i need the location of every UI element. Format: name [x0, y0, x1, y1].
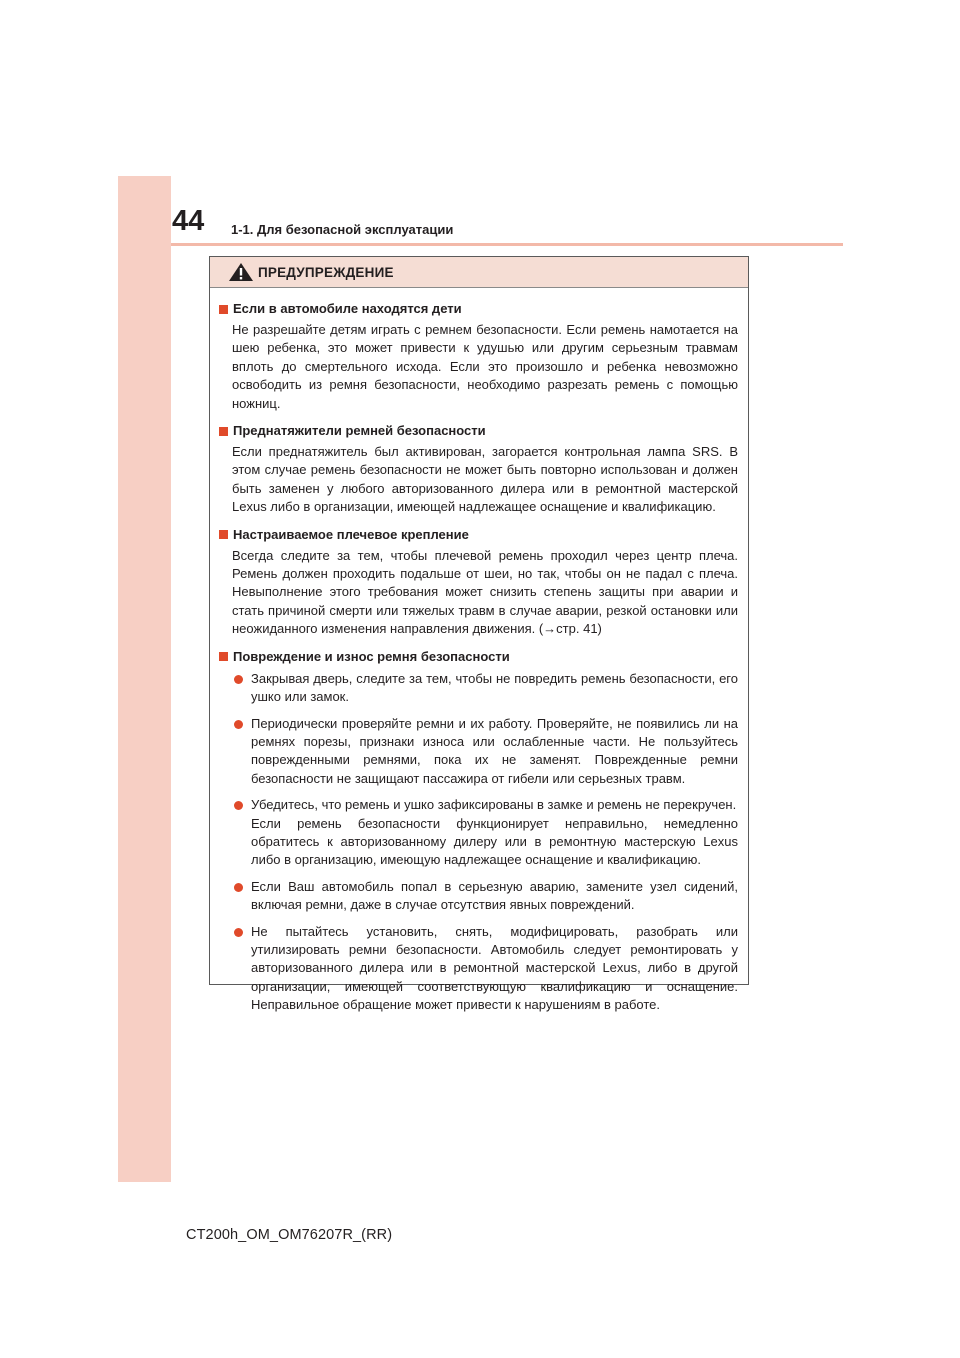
section-paragraph: Всегда следите за тем, чтобы плечевой ремень проходил через центр плеча. Ремень должен проходить подальше от шеи, но так, чтобы он не падал с плеча. Невыполнение этого требования может снизить степень защиты при аварии и стать причиной смерти или тяжелых травм в случае аварии, резкой остановки или неожиданного изменения направления движения. (→стр. 41)	[232, 547, 738, 637]
list-item-text: Закрывая дверь, следите за тем, чтобы не повредить ремень безопасности, его ушко или замок.	[251, 670, 738, 705]
warning-triangle-icon	[228, 262, 254, 282]
square-bullet-icon	[219, 652, 228, 661]
section-heading-text: Преднатяжители ремней безопасности	[233, 423, 486, 439]
list-item	[219, 670, 738, 707]
square-bullet-icon	[219, 530, 228, 539]
square-bullet-icon	[219, 305, 228, 314]
section-belt-damage	[219, 647, 738, 1015]
section-heading	[219, 421, 738, 441]
section-heading	[219, 525, 738, 545]
list-item	[219, 923, 738, 1015]
warning-title: ПРЕДУПРЕЖДЕНИЕ	[258, 264, 394, 280]
section-heading	[219, 299, 738, 319]
section-title: 1-1. Для безопасной эксплуатации	[231, 222, 454, 237]
section-heading-text: Если в автомобиле находятся дети	[233, 301, 462, 316]
list-item-text: Если Ваш автомобиль попал в серьезную аварию, замените узел сидений, включая ремни, даже в случае отсутствия явных повреждений.	[251, 878, 738, 913]
list-item-text: Убедитесь, что ремень и ушко зафиксированы в замке и ремень не перекручен. Если ремень безопасности функционирует неправильно, немедленно обратитесь к авторизованному дилеру или в ремонтную мастерскую Lexus либо в организацию, имеющую надлежащее оснащение и квалификацию.	[251, 797, 738, 868]
page-number: 44	[172, 205, 205, 237]
section-shoulder-anchor	[219, 525, 738, 639]
document-code: CT200h_OM_OM76207R_(RR)	[186, 1227, 393, 1243]
side-color-band	[118, 176, 171, 1182]
round-bullet-icon	[234, 675, 243, 684]
section-heading	[219, 647, 738, 667]
square-bullet-icon	[219, 427, 228, 436]
list-item-text: Периодически проверяйте ремни и их работу. Проверяйте, не появились ли на ремнях порезы, признаки износа или ослабленные части. Не пользуйтесь поврежденными ремнями, пока их не заменят. Поврежденные ремни безопасности не защищают пассажира от гибели или серьезных травм.	[251, 715, 738, 786]
section-pretensioners	[219, 421, 738, 517]
section-paragraph: Если преднатяжитель был активирован, загорается контрольная лампа SRS. В этом случае ремень безопасности не может быть повторно использован и должен быть заменен у любого авторизованного дилера или в ремонтной мастерской Lexus либо в организации, имеющей надлежащее оснащение и квалификацию.	[232, 444, 738, 515]
section-children	[219, 299, 738, 413]
list-item	[219, 796, 738, 870]
round-bullet-icon	[234, 720, 243, 729]
round-bullet-icon	[234, 883, 243, 892]
section-paragraph: Не разрешайте детям играть с ремнем безопасности. Если ремень намотается на шею ребенка, это может привести к удушью или другим серьезным травмам вплоть до смертельного исхода. Если это произошло и ребенка невозможно освободить из ремня безопасности, необходимо разрезать ремень с помощью ножниц.	[232, 322, 738, 411]
section-heading-text: Настраиваемое плечевое крепление	[233, 526, 469, 542]
round-bullet-icon	[234, 928, 243, 937]
header-divider	[171, 243, 843, 246]
warning-body	[210, 288, 748, 1015]
list-item-text: Не пытайтесь установить, снять, модифицировать, разобрать или утилизировать ремни безопасности. Автомобиль следует ремонтировать у авторизованного дилера или в ремонтной мастерской Lexus, либо в другой организации, имеющей соответствующую квалификацию и оснащение. Неправильное обращение может привести к нарушениям в работе.	[251, 923, 738, 1013]
list-item	[219, 878, 738, 915]
section-heading-text: Повреждение и износ ремня безопасности	[233, 648, 510, 664]
round-bullet-icon	[234, 801, 243, 810]
warning-header	[210, 257, 748, 288]
list-item	[219, 715, 738, 789]
warning-box	[209, 256, 749, 1013]
